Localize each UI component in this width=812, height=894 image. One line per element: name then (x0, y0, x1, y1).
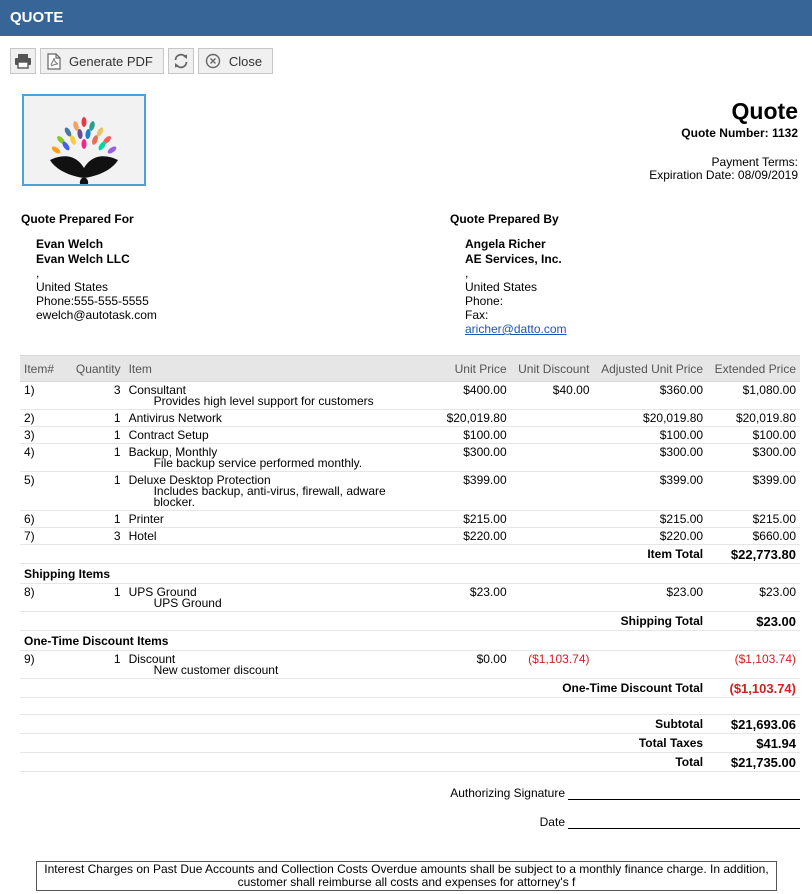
discount-total-value: ($1,103.74) (707, 679, 800, 698)
grand-total-label: Total (20, 753, 707, 772)
taxes-value: $41.94 (707, 734, 800, 753)
toolbar (10, 48, 273, 74)
shipping-total-row (20, 612, 800, 631)
taxes-row (20, 734, 800, 753)
pdf-icon (47, 53, 61, 70)
quote-header (649, 98, 798, 182)
quote-items-table (20, 355, 800, 772)
date-field (420, 815, 800, 829)
rep-email-link[interactable]: aricher@datto.com (465, 322, 567, 336)
printer-icon (14, 53, 32, 69)
quote-title: Quote (731, 98, 798, 124)
terms-box: Interest Charges on Past Due Accounts and Collection Costs Overdue amounts shall be subject to a monthly finance charge. In addition, customer shall reimburse all costs and expenses for attorney's f (36, 861, 777, 891)
item-total-value: $22,773.80 (707, 545, 800, 564)
prepared-by-heading: Quote Prepared By (450, 212, 559, 226)
rep-address-line: , (465, 266, 469, 280)
col-item-num: Item# (20, 356, 72, 382)
table-spacer (20, 698, 800, 715)
generate-pdf-label: Generate PDF (69, 53, 153, 69)
rep-company: AE Services, Inc. (465, 252, 562, 266)
lotus-hands-logo (24, 96, 144, 184)
close-circle-icon (205, 53, 221, 69)
payment-terms: Payment Terms: (711, 155, 798, 169)
rep-country: United States (465, 280, 538, 294)
client-country: United States (36, 280, 109, 294)
taxes-label: Total Taxes (20, 734, 707, 753)
subtotal-value: $21,693.06 (707, 715, 800, 734)
discount-section-row (20, 631, 800, 651)
item-total-label: Item Total (20, 545, 707, 564)
discount-total-row (20, 679, 800, 698)
window-title: QUOTE (0, 0, 812, 36)
shipping-total-value: $23.00 (707, 612, 800, 631)
table-row: 9) 1 Discount New customer discount $0.00 ($1,103.74) ($1,103.74) (20, 651, 800, 679)
date-label: Date (539, 815, 565, 829)
company-logo (22, 94, 146, 186)
client-name: Evan Welch (36, 237, 104, 251)
table-row: 1) 3 Consultant Provides high level support for customers $400.00 $40.00 $360.00 $1,080.00 (20, 382, 800, 410)
client-phone: Phone:555-555-5555 (36, 294, 149, 308)
rep-fax: Fax: (465, 308, 489, 322)
rep-phone: Phone: (465, 294, 504, 308)
col-item: Item (125, 356, 433, 382)
col-unit-price: Unit Price (433, 356, 511, 382)
client-address-line: , (36, 266, 40, 280)
client-company: Evan Welch LLC (36, 252, 130, 266)
table-row: 5) 1 Deluxe Desktop Protection Includes backup, anti-virus, firewall, adware blocker. $399.00 $399.00 $399.00 (20, 472, 800, 511)
subtotal-row (20, 715, 800, 734)
col-quantity: Quantity (72, 356, 125, 382)
client-email: ewelch@autotask.com (36, 308, 157, 322)
prepared-by-block (450, 212, 790, 336)
quote-number: Quote Number: 1132 (681, 126, 798, 140)
table-header-row (20, 356, 800, 382)
grand-total-row (20, 753, 800, 772)
prepared-for-block (21, 212, 361, 322)
expiration-date: Expiration Date: 08/09/2019 (649, 168, 798, 182)
table-row: 3) 1 Contract Setup $100.00 $100.00 $100.00 (20, 427, 800, 444)
prepared-for-heading: Quote Prepared For (21, 212, 134, 226)
item-total-row (20, 545, 800, 564)
close-label: Close (228, 53, 263, 69)
discount-total-label: One-Time Discount Total (20, 679, 707, 698)
shipping-heading: Shipping Items (20, 564, 800, 584)
table-row: 2) 1 Antivirus Network $20,019.80 $20,019.80 $20,019.80 (20, 410, 800, 427)
table-row: 6) 1 Printer $215.00 $215.00 $215.00 (20, 511, 800, 528)
subtotal-label: Subtotal (20, 715, 707, 734)
shipping-total-label: Shipping Total (20, 612, 707, 631)
generate-pdf-button[interactable] (40, 48, 164, 74)
rep-name: Angela Richer (465, 237, 546, 251)
authorizing-signature-field (420, 786, 800, 800)
signature-line (568, 788, 800, 800)
col-adjusted-price: Adjusted Unit Price (594, 356, 708, 382)
date-line (568, 817, 800, 829)
refresh-icon (172, 52, 190, 70)
refresh-button[interactable] (168, 48, 194, 74)
close-button[interactable] (198, 48, 273, 74)
print-button[interactable] (10, 48, 36, 74)
col-unit-discount: Unit Discount (511, 356, 594, 382)
table-row: 8) 1 UPS Ground UPS Ground $23.00 $23.00 $23.00 (20, 584, 800, 612)
grand-total-value: $21,735.00 (707, 753, 800, 772)
col-extended-price: Extended Price (707, 356, 800, 382)
table-row: 7) 3 Hotel $220.00 $220.00 $660.00 (20, 528, 800, 545)
authorizing-signature-label: Authorizing Signature (450, 786, 565, 800)
shipping-section-row (20, 564, 800, 584)
table-row: 4) 1 Backup, Monthly File backup service performed monthly. $300.00 $300.00 $300.00 (20, 444, 800, 472)
discount-heading: One-Time Discount Items (20, 631, 800, 651)
